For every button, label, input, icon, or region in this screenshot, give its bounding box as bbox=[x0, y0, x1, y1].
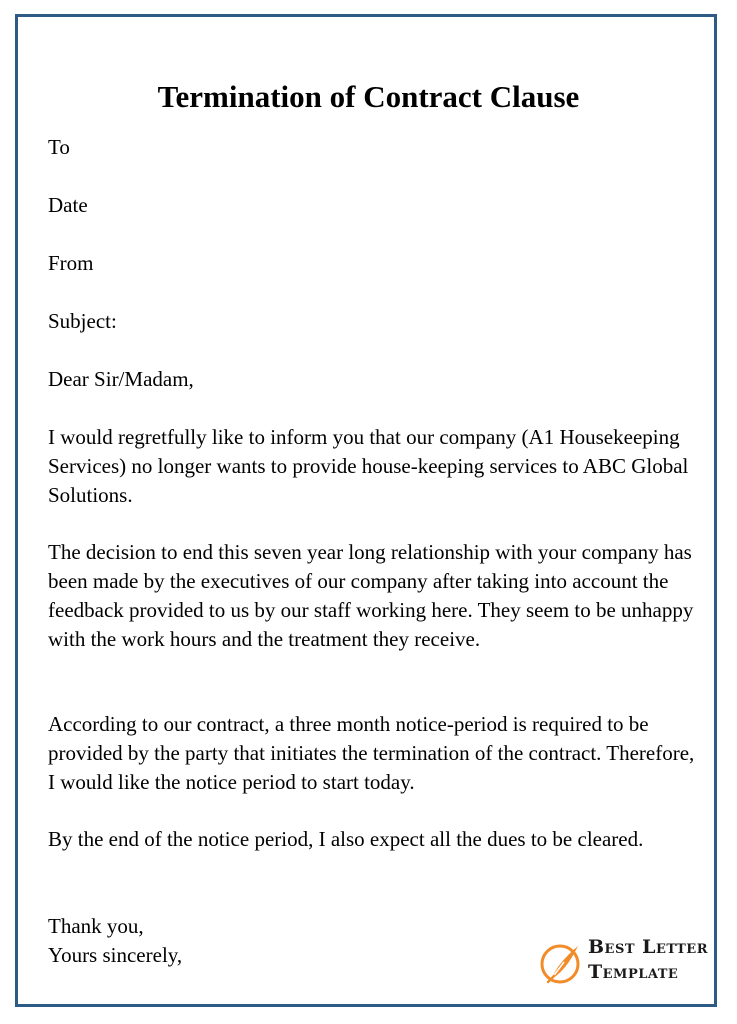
brand-logo bbox=[538, 932, 708, 992]
date-field: Date bbox=[48, 193, 88, 217]
paragraph-3: According to our contract, a three month notice-period is required to be provided by the party that initiates the termination of the contract. Therefore, I would like the notice period to start today. bbox=[48, 712, 695, 794]
closing-thanks: Thank you, bbox=[48, 914, 144, 938]
quill-icon bbox=[538, 938, 586, 986]
closing-signoff: Yours sincerely, bbox=[48, 943, 183, 967]
logo-text-line2: Template bbox=[588, 961, 679, 983]
paragraph-1: I would regretfully like to inform you that our company (A1 Housekeeping Services) no longer wants to provide house-keeping services to ABC Global Solutions. bbox=[48, 425, 689, 507]
paragraph-4: By the end of the notice period, I also expect all the dues to be cleared. bbox=[48, 827, 644, 851]
logo-text-line1: Best Letter bbox=[588, 936, 709, 958]
from-field: From bbox=[48, 251, 94, 275]
page-border bbox=[15, 14, 717, 1007]
salutation: Dear Sir/Madam, bbox=[48, 367, 194, 391]
subject-field: Subject: bbox=[48, 309, 117, 333]
to-field: To bbox=[48, 135, 70, 159]
paragraph-2: The decision to end this seven year long relationship with your company has been made by the executives of our company after taking into account the feedback provided to us by our staff working here. They seem to be unhappy with the work hours and the treatment they receive. bbox=[48, 540, 694, 651]
document-title: Termination of Contract Clause bbox=[157, 79, 580, 114]
